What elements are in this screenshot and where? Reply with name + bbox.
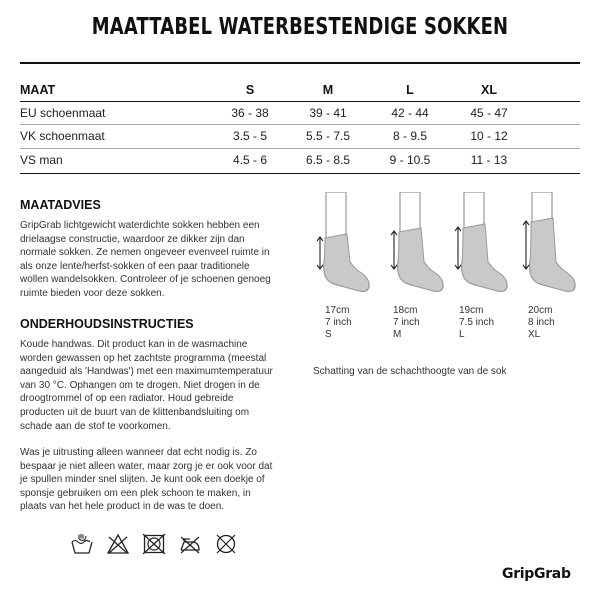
- sock-s-cm: 17cm: [325, 305, 350, 316]
- sock-l-icon: [450, 192, 510, 300]
- sock-s-inch: 7 inch: [325, 317, 352, 328]
- row-uk-xl: 10 - 12: [470, 129, 508, 143]
- title-divider: [20, 62, 580, 64]
- row-us-l: 9 - 10.5: [389, 153, 431, 167]
- row-us-xl: 11 - 13: [470, 153, 508, 167]
- row-uk-m: 5.5 - 7.5: [305, 129, 351, 143]
- page-title: MAATTABEL WATERBESTENDIGE SOKKEN: [91, 14, 509, 40]
- row-eu-m: 39 - 41: [309, 106, 347, 120]
- row-eu-s: 36 - 38: [231, 106, 269, 120]
- sock-xl-size: XL: [528, 329, 541, 340]
- row-eu-xl: 45 - 47: [470, 106, 508, 120]
- sock-xl-icon: [518, 192, 580, 300]
- care-text-1: Koude handwas. Dit product kan in de wasmachine worden gewassen op het zachtste programma (meestal aangeduid als 'Handwas') met een maximumtemperatuur van 30 °C. Ophangen om te drogen. Niet drogen in de droogtrommel of op een radiator. Houd gebreide producten uit de buurt van de klittenbandsluiting om schade aan de stof te voorkomen.: [20, 339, 273, 432]
- row-eu-l: 42 - 44: [391, 106, 429, 120]
- table-header-m: M: [322, 83, 334, 97]
- table-header-size: MAAT: [20, 83, 56, 97]
- no-tumble-dry-icon: [142, 533, 166, 555]
- sock-m-caption: [393, 305, 420, 341]
- no-iron-icon: [178, 533, 202, 555]
- sock-m-icon: [386, 192, 446, 300]
- brand-logo: GripGrab: [502, 566, 571, 582]
- sock-l-size: L: [459, 329, 465, 340]
- no-bleach-icon: [106, 533, 130, 555]
- row-uk-l: 8 - 9.5: [392, 129, 428, 143]
- row-eu-label: EU schoenmaat: [20, 106, 106, 120]
- table-bottom-rule: [20, 173, 580, 174]
- sock-xl-inch: 8 inch: [528, 317, 555, 328]
- sock-l-inch: 7.5 inch: [459, 317, 495, 328]
- row-uk-s: 3.5 - 5: [232, 129, 268, 143]
- sock-m-cm: 18cm: [393, 305, 418, 316]
- sock-m-size: M: [393, 329, 402, 340]
- table-header-l: L: [406, 83, 414, 97]
- table-header-s: S: [245, 83, 255, 97]
- row-us-label: VS man: [20, 153, 63, 167]
- sock-m-inch: 7 inch: [393, 317, 420, 328]
- row-uk-label: VK schoenmaat: [20, 129, 105, 143]
- sock-s-icon: [312, 192, 372, 300]
- sock-xl-cm: 20cm: [528, 305, 553, 316]
- row-divider: [20, 124, 580, 125]
- table-header-xl: XL: [481, 83, 497, 97]
- table-header-rule: [20, 101, 580, 102]
- care-heading: ONDERHOUDSINSTRUCTIES: [20, 317, 194, 331]
- sock-height-note: Schatting van de schachthoogte van de sok: [313, 366, 507, 377]
- sock-xl-caption: [528, 305, 555, 341]
- sock-l-cm: 19cm: [459, 305, 484, 316]
- row-us-m: 6.5 - 8.5: [305, 153, 351, 167]
- row-us-s: 4.5 - 6: [232, 153, 268, 167]
- sock-s-caption: [325, 305, 352, 341]
- hand-wash-icon: [70, 533, 94, 555]
- sock-l-caption: [459, 305, 494, 341]
- no-dry-clean-icon: [214, 533, 238, 555]
- sizing-advice-heading: MAATADVIES: [20, 198, 101, 212]
- sizing-advice-text: GripGrab lichtgewicht waterdichte sokken hebben een drielaagse constructie, waardoor ze dikker zijn dan normale sokken. Ze nemen ongeveer evenveel ruimte in als onze lente/herfst-sokken of een paar traditionele wollen wandelsokken. Controleer of je schoenen genoeg ruimte bieden voor deze sokken.: [20, 220, 271, 299]
- care-text-2: Was je uitrusting alleen wanneer dat echt nodig is. Zo bespaar je niet alleen water, maar zorg je er ook voor dat je spullen minder snel slijten. Je kunt ook een doekje of sponsje gebruiken om een plek schoon te maken, in plaats van het hele product in de was te doen.: [20, 447, 273, 513]
- sock-s-size: S: [325, 329, 332, 340]
- row-divider: [20, 148, 580, 149]
